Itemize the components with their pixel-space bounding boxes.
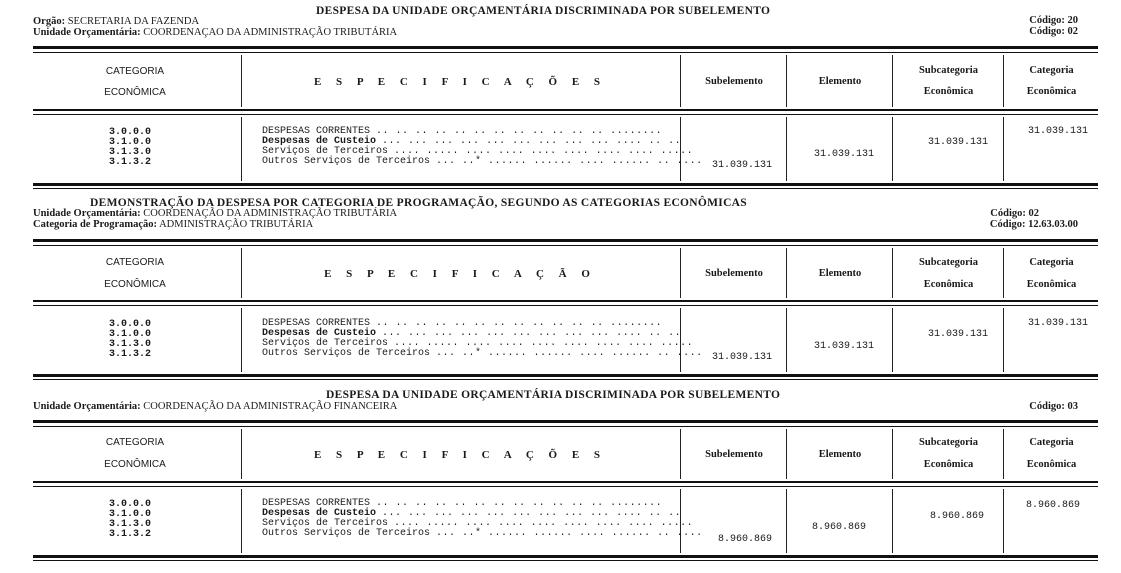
- col-divider: [1003, 248, 1004, 298]
- section-3-top-rule: [33, 420, 1098, 423]
- header-especificacoes: E S P E C I F I C A Ç Õ E S: [313, 76, 607, 88]
- code-cell: 3.1.0.0: [108, 329, 151, 340]
- header-subcategoria-economica: Econômica: [923, 279, 974, 290]
- desc-row: DESPESAS CORRENTES .. .. .. .. .. .. .. .. .. .. .. .. ........: [262, 498, 663, 509]
- section-2-meta-unidade: Unidade Orçamentária: COORDENAÇÃO DA ADMINISTRAÇÃO TRIBUTÁRIA: [33, 208, 398, 219]
- col-divider: [786, 489, 787, 553]
- desc-row: DESPESAS CORRENTES .. .. .. .. .. .. .. .. .. .. .. .. ........: [262, 126, 663, 137]
- header-subelemento: Subelemento: [705, 449, 763, 460]
- section-1-top-rule: [33, 46, 1098, 49]
- section-2-bottom-rule-thin: [33, 379, 1098, 380]
- col-divider: [241, 489, 242, 553]
- header-subelemento: Subelemento: [705, 76, 763, 87]
- header-categoria-economica: Econômica: [1026, 459, 1077, 470]
- desc-row: DESPESAS CORRENTES .. .. .. .. .. .. .. .. .. .. .. .. ........: [262, 318, 663, 329]
- header-categoria: CATEGORIA: [105, 257, 165, 268]
- col-divider: [786, 55, 787, 107]
- code-cell: 3.1.0.0: [108, 137, 151, 148]
- col-divider: [241, 248, 242, 298]
- section-1-top-rule-thin: [33, 52, 1098, 53]
- desc-row: Serviços de Terceiros .... ..... .... .... .... .... .... .... .....: [262, 146, 694, 157]
- code-cell: 3.1.3.2: [108, 529, 151, 540]
- col-divider: [786, 248, 787, 298]
- header-categoria: CATEGORIA: [105, 66, 165, 77]
- section-3-categoria-value: 8.960.869: [1026, 500, 1081, 511]
- desc-row: Despesas de Custeio ... ... ... ... ... ... ... ... ... .... .. ..: [262, 328, 682, 339]
- col-divider: [892, 308, 893, 372]
- col-divider: [680, 55, 681, 107]
- section-2-elemento-value: 31.039.131: [814, 341, 875, 352]
- col-divider: [892, 429, 893, 479]
- section-1-meta-unidade: Unidade Orçamentária: COORDENAÇAO DA ADMINISTRAÇÃO TRIBUTÁRIA: [33, 27, 398, 38]
- section-2-descriptions: [262, 319, 703, 359]
- col-divider: [241, 429, 242, 479]
- desc-row: Outros Serviços de Terceiros ... ..* ...... ...... .... ...... .. ....: [262, 348, 703, 359]
- header-subcategoria: Subcategoria: [919, 257, 978, 268]
- section-2-subelemento-value: 31.039.131: [712, 352, 773, 363]
- desc-row: Despesas de Custeio ... ... ... ... ... ... ... ... ... .... .. ..: [262, 136, 682, 147]
- desc-row: Outros Serviços de Terceiros ... ..* ...... ...... .... ...... .. ....: [262, 156, 703, 167]
- section-3-codes: [100, 500, 160, 540]
- section-1-meta-orgao: Orgão: SECRETARIA DA FAZENDA: [33, 16, 200, 27]
- col-divider: [680, 429, 681, 479]
- section-2-bottom-rule: [33, 374, 1098, 377]
- header-economica: ECONÔMICA: [104, 459, 166, 470]
- section-2-codes: [100, 320, 160, 360]
- col-divider: [1003, 429, 1004, 479]
- code-cell: 3.1.3.2: [108, 157, 151, 168]
- section-1-code-1: Código: 20: [1029, 15, 1078, 26]
- header-subcategoria: Subcategoria: [919, 437, 978, 448]
- header-especificacoes: E S P E C I F I C A Ç Õ E S: [313, 449, 607, 461]
- col-divider: [1003, 117, 1004, 181]
- section-1-title: DESPESA DA UNIDADE ORÇAMENTÁRIA DISCRIMINADA POR SUBELEMENTO: [316, 5, 771, 17]
- section-1-code-2: Código: 02: [1029, 26, 1078, 37]
- desc-row: Despesas de Custeio ... ... ... ... ... ... ... ... ... .... .. ..: [262, 508, 682, 519]
- section-2-top-rule-thin: [33, 245, 1098, 246]
- section-1-bottom-rule: [33, 183, 1098, 186]
- section-2-header-rule: [33, 300, 1098, 302]
- col-divider: [680, 248, 681, 298]
- code-cell: 3.1.3.0: [108, 339, 151, 350]
- section-1-header-rule-thin: [33, 114, 1098, 115]
- code-cell: 3.1.3.0: [108, 519, 151, 530]
- header-categoria-economica: Econômica: [1026, 279, 1077, 290]
- header-categoria-col: Categoria: [1029, 65, 1074, 76]
- col-divider: [892, 117, 893, 181]
- section-2-top-rule: [33, 239, 1098, 242]
- col-divider: [892, 489, 893, 553]
- header-categoria-economica: Econômica: [1026, 86, 1077, 97]
- header-categoria-col: Categoria: [1029, 257, 1074, 268]
- section-3-subelemento-value: 8.960.869: [718, 534, 773, 545]
- section-1-descriptions: [262, 127, 703, 167]
- section-1-subelemento-value: 31.039.131: [712, 160, 773, 171]
- header-subcategoria-economica: Econômica: [923, 459, 974, 470]
- section-3-title: DESPESA DA UNIDADE ORÇAMENTÁRIA DISCRIMINADA POR SUBELEMENTO: [326, 389, 781, 401]
- col-divider: [1003, 55, 1004, 107]
- desc-row: Outros Serviços de Terceiros ... ..* ...... ...... .... ...... .. ....: [262, 528, 703, 539]
- section-3-header-rule: [33, 481, 1098, 483]
- header-elemento: Elemento: [818, 449, 862, 460]
- section-1-header-rule: [33, 109, 1098, 111]
- section-1-bottom-rule-thin: [33, 188, 1098, 189]
- section-2-meta-categoria: Categoria de Programação: ADMINISTRAÇÃO TRIBUTÁRIA: [33, 219, 314, 230]
- section-3-top-rule-thin: [33, 426, 1098, 427]
- code-cell: 3.0.0.0: [108, 499, 151, 510]
- section-1-elemento-value: 31.039.131: [814, 149, 875, 160]
- col-divider: [241, 117, 242, 181]
- col-divider: [1003, 489, 1004, 553]
- section-2-code-2: Código: 12.63.03.00: [989, 219, 1078, 230]
- section-1-categoria-value: 31.039.131: [1028, 126, 1089, 137]
- desc-row: Serviços de Terceiros .... ..... .... .... .... .... .... .... .....: [262, 338, 694, 349]
- header-especificacao: E S P E C I F I C A Ç Ã O: [324, 268, 596, 280]
- section-3-bottom-rule-thin: [33, 560, 1098, 561]
- col-divider: [892, 55, 893, 107]
- header-subcategoria-economica: Econômica: [923, 86, 974, 97]
- section-3-code-1: Código: 03: [1029, 401, 1078, 412]
- section-3-header-rule-thin: [33, 486, 1098, 487]
- col-divider: [241, 55, 242, 107]
- header-economica: ECONÔMICA: [104, 279, 166, 290]
- section-3-meta-unidade: Unidade Orçamentária: COORDENAÇÃO DA ADMINISTRAÇÃO FINANCEIRA: [33, 401, 398, 412]
- desc-row: Serviços de Terceiros .... ..... .... .... .... .... .... .... .....: [262, 518, 694, 529]
- section-1-codes: [100, 128, 160, 168]
- section-2-title: DEMONSTRAÇÃO DA DESPESA POR CATEGORIA DE PROGRAMAÇÃO, SEGUNDO AS CATEGORIAS ECONÔMICAS: [90, 197, 747, 209]
- col-divider: [786, 308, 787, 372]
- header-economica: ECONÔMICA: [104, 87, 166, 98]
- col-divider: [1003, 308, 1004, 372]
- header-categoria: CATEGORIA: [105, 437, 165, 448]
- code-cell: 3.0.0.0: [108, 319, 151, 330]
- col-divider: [786, 429, 787, 479]
- header-subelemento: Subelemento: [705, 268, 763, 279]
- section-3-elemento-value: 8.960.869: [812, 522, 867, 533]
- section-3-bottom-rule: [33, 555, 1098, 558]
- section-2-header-rule-thin: [33, 305, 1098, 306]
- code-cell: 3.1.3.0: [108, 147, 151, 158]
- col-divider: [241, 308, 242, 372]
- header-subcategoria: Subcategoria: [919, 65, 978, 76]
- col-divider: [786, 117, 787, 181]
- section-2-subcategoria-value: 31.039.131: [928, 329, 989, 340]
- code-cell: 3.1.3.2: [108, 349, 151, 360]
- section-2-categoria-value: 31.039.131: [1028, 318, 1089, 329]
- header-categoria-col: Categoria: [1029, 437, 1074, 448]
- col-divider: [892, 248, 893, 298]
- header-elemento: Elemento: [818, 76, 862, 87]
- code-cell: 3.1.0.0: [108, 509, 151, 520]
- section-3-descriptions: [262, 499, 703, 539]
- section-3-subcategoria-value: 8.960.869: [930, 511, 985, 522]
- section-1-subcategoria-value: 31.039.131: [928, 137, 989, 148]
- code-cell: 3.0.0.0: [108, 127, 151, 138]
- section-2-code-1: Código: 02: [990, 208, 1039, 219]
- header-elemento: Elemento: [818, 268, 862, 279]
